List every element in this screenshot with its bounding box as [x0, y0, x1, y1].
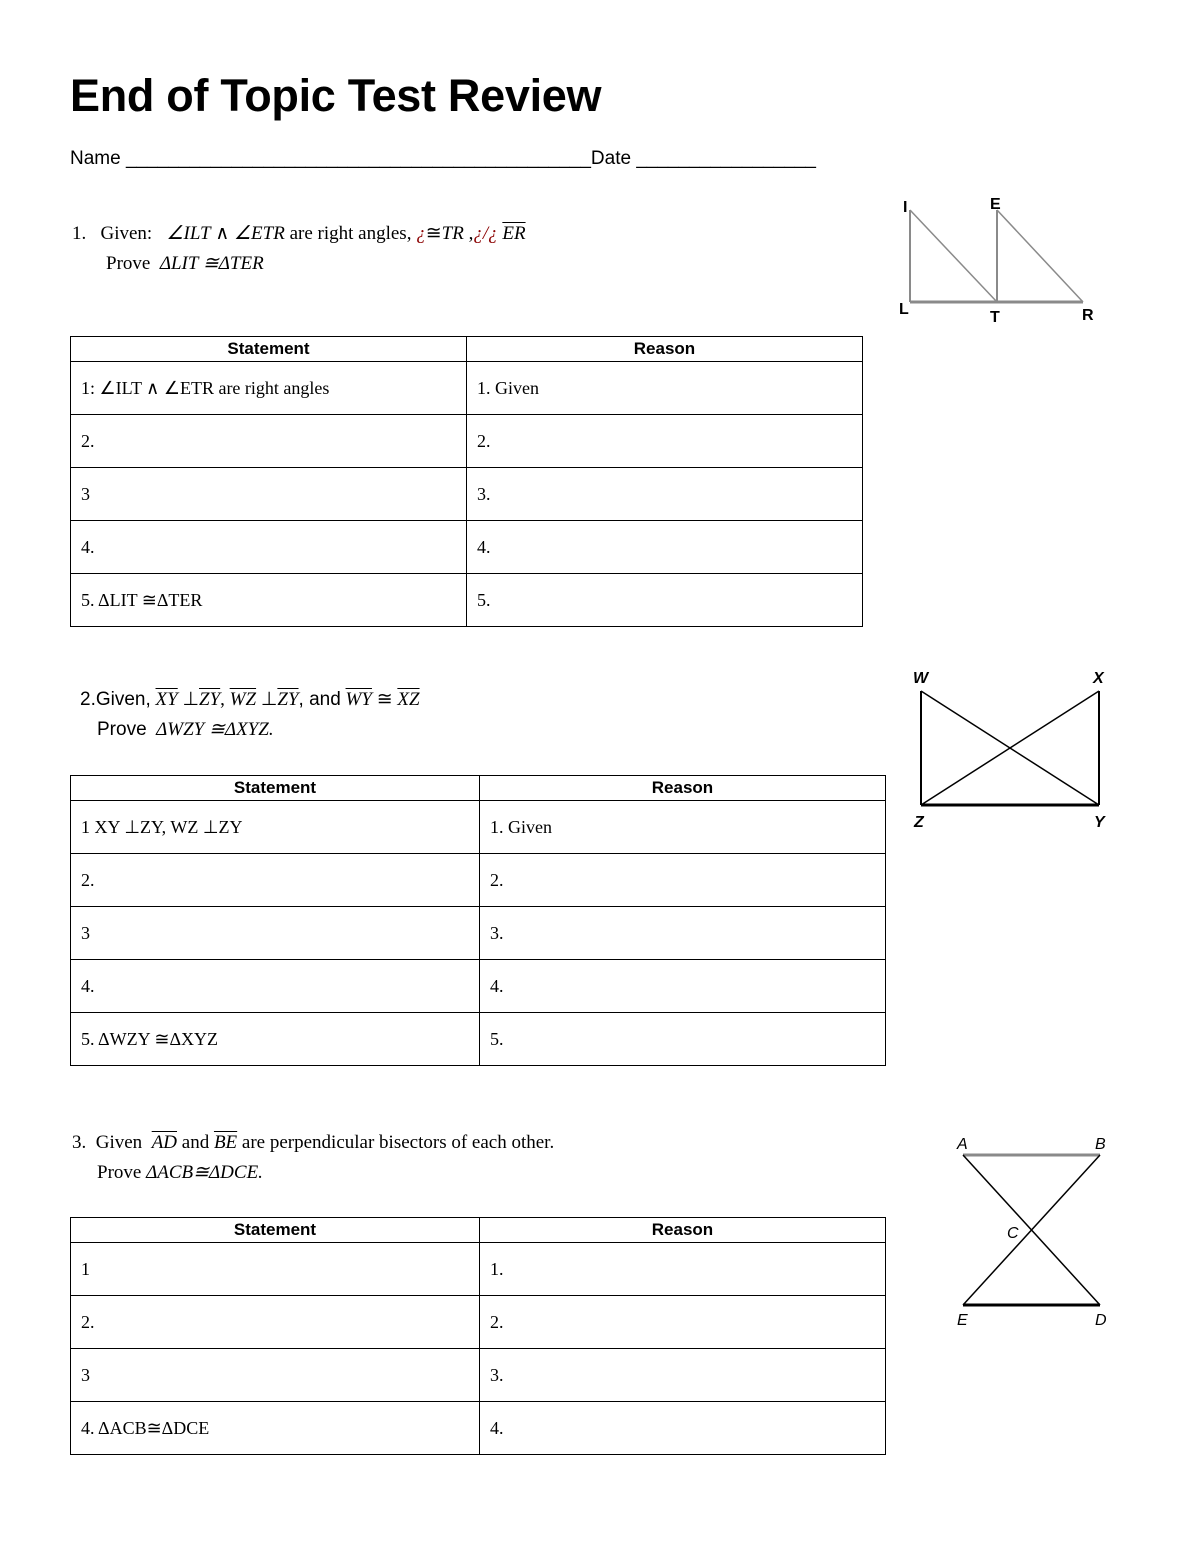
- problem1-number: 1.: [72, 223, 87, 244]
- problem3-number: 3.: [72, 1132, 87, 1153]
- label-l: L: [899, 301, 909, 318]
- problem2-given: [80, 688, 420, 711]
- problem1-seg1: ¿: [416, 223, 426, 244]
- name-blank[interactable]: ____________________________________________: [125, 148, 591, 169]
- problem3-given-rest: are perpendicular bisectors of each other.: [241, 1132, 555, 1153]
- table-row: [71, 854, 886, 907]
- segment-it: [910, 210, 997, 302]
- statement-cell[interactable]: 1 XY ⊥ZY, WZ ⊥ZY: [71, 801, 480, 854]
- label-r: R: [1082, 307, 1094, 324]
- table-row: [71, 1296, 886, 1349]
- problem1-prove-label: Prove: [106, 253, 151, 274]
- label-a: A: [957, 1136, 968, 1153]
- problem2-seg-xz: $\overline{XZ}$: [397, 689, 420, 710]
- problem2-seg-xy: $\overline{XY}$: [155, 689, 178, 710]
- reason-cell[interactable]: 2.: [480, 854, 886, 907]
- label-c: C: [1007, 1225, 1019, 1242]
- problem2-figure: [905, 665, 1115, 835]
- problem1-prove-stmt: ΔLIT ≅ΔTER: [159, 253, 264, 274]
- label-e: E: [957, 1312, 968, 1329]
- problem2-prove-stmt: ΔWZY ≅ΔXYZ.: [156, 719, 274, 740]
- segment-er: [997, 210, 1083, 302]
- statement-header: Statement: [71, 1218, 480, 1243]
- reason-cell[interactable]: 4.: [467, 521, 863, 574]
- problem1-angle2: ∠ETR: [234, 223, 285, 244]
- problem3-seg-be: $\overline{BE}$: [213, 1132, 238, 1153]
- table-row: [71, 1349, 886, 1402]
- problem2-cong: ≅: [376, 689, 393, 710]
- table-row: [71, 907, 886, 960]
- table-row: [71, 521, 863, 574]
- problem1-figure: [890, 190, 1110, 330]
- label-w: W: [913, 670, 929, 687]
- reason-cell[interactable]: 4.: [480, 960, 886, 1013]
- problem3-seg-ad: $\overline{AD}$: [151, 1132, 178, 1153]
- table-row: [71, 1243, 886, 1296]
- table-row: [71, 1013, 886, 1066]
- label-z: Z: [914, 814, 924, 831]
- date-blank[interactable]: _________________: [636, 148, 816, 169]
- problem2-seg-wy: $\overline{WY}$: [345, 689, 372, 710]
- table-row: [71, 960, 886, 1013]
- reason-cell[interactable]: 4.: [480, 1402, 886, 1455]
- problem2-perp1: ⊥: [182, 689, 200, 710]
- page-title: End of Topic Test Review: [70, 70, 602, 121]
- label-i: I: [903, 199, 908, 216]
- statement-cell[interactable]: 1: ∠ILT ∧ ∠ETR are right angles: [71, 362, 467, 415]
- problem3-prove: [97, 1161, 263, 1184]
- statement-cell[interactable]: 5. ΔWZY ≅ΔXYZ: [71, 1013, 480, 1066]
- problem3-prove-label: Prove: [97, 1162, 142, 1183]
- reason-cell[interactable]: 2.: [480, 1296, 886, 1349]
- reason-cell[interactable]: 1. Given: [467, 362, 863, 415]
- problem2-comma: ,: [220, 689, 225, 710]
- reason-cell[interactable]: 5.: [480, 1013, 886, 1066]
- table-row: [71, 1402, 886, 1455]
- name-label: Name: [70, 148, 121, 169]
- problem3-prove-stmt: ΔACB≅ΔDCE.: [146, 1162, 263, 1183]
- reason-header: Reason: [480, 1218, 886, 1243]
- statement-cell[interactable]: 4.: [71, 521, 467, 574]
- problem3-and: and: [181, 1132, 210, 1153]
- problem1-seg3: $\overline{ER}$: [502, 223, 526, 244]
- problem3-figure: [945, 1130, 1120, 1330]
- problem1-par: ¿/¿: [473, 223, 498, 244]
- problem2-prove: [97, 718, 274, 741]
- problem1-prove: [106, 252, 264, 275]
- label-y: Y: [1094, 814, 1105, 831]
- reason-cell[interactable]: 3.: [467, 468, 863, 521]
- reason-header: Reason: [480, 776, 886, 801]
- statement-cell[interactable]: 3: [71, 468, 467, 521]
- reason-cell[interactable]: 2.: [467, 415, 863, 468]
- statement-cell[interactable]: 4. ΔACB≅ΔDCE: [71, 1402, 480, 1455]
- reason-cell[interactable]: 3.: [480, 907, 886, 960]
- label-t: T: [990, 309, 1000, 326]
- table-row: [71, 574, 863, 627]
- table-row: [71, 362, 863, 415]
- statement-cell[interactable]: 2.: [71, 854, 480, 907]
- statement-cell[interactable]: 4.: [71, 960, 480, 1013]
- label-b: B: [1095, 1136, 1106, 1153]
- problem3-given-label: Given: [95, 1132, 143, 1153]
- problem2-proof-table: [70, 775, 886, 1066]
- problem2-seg-zy1: $\overline{ZY}$: [199, 689, 221, 710]
- problem2-seg-zy2: $\overline{ZY}$: [277, 689, 299, 710]
- label-e: E: [990, 196, 1001, 213]
- problem1-and: ∧: [215, 223, 230, 244]
- problem2-given-label: 2.Given,: [80, 689, 151, 710]
- reason-header: Reason: [467, 337, 863, 362]
- table-row: [71, 468, 863, 521]
- statement-header: Statement: [71, 776, 480, 801]
- reason-cell[interactable]: 5.: [467, 574, 863, 627]
- statement-cell[interactable]: 3: [71, 1349, 480, 1402]
- problem1-cong: ≅: [425, 223, 442, 244]
- problem3-given: [72, 1132, 554, 1154]
- problem1-seg2: TR: [441, 223, 464, 244]
- reason-cell[interactable]: 1.: [480, 1243, 886, 1296]
- problem1-proof-table: [70, 336, 863, 627]
- problem1-given: [72, 222, 526, 245]
- problem2-perp2: ⊥: [260, 689, 278, 710]
- table-row: [71, 415, 863, 468]
- problem2-and: , and: [298, 689, 341, 710]
- problem1-given-label: Given:: [100, 223, 153, 244]
- problem3-proof-table: [70, 1217, 886, 1455]
- problem1-comma: ,: [468, 223, 474, 244]
- table-row: [71, 801, 886, 854]
- statement-cell[interactable]: 1: [71, 1243, 480, 1296]
- problem2-prove-label: Prove: [97, 719, 147, 740]
- statement-header: Statement: [71, 337, 467, 362]
- problem2-seg-wz: $\overline{WZ}$: [229, 689, 257, 710]
- reason-cell[interactable]: 3.: [480, 1349, 886, 1402]
- date-label: Date: [590, 148, 632, 169]
- label-d: D: [1095, 1312, 1107, 1329]
- statement-cell[interactable]: 3: [71, 907, 480, 960]
- statement-cell[interactable]: 5. ΔLIT ≅ΔTER: [71, 574, 467, 627]
- problem1-right-text: are right angles,: [289, 223, 412, 244]
- statement-cell[interactable]: 2.: [71, 415, 467, 468]
- problem1-angle1: ∠ILT: [166, 223, 211, 244]
- reason-cell[interactable]: 1. Given: [480, 801, 886, 854]
- statement-cell[interactable]: 2.: [71, 1296, 480, 1349]
- name-date-line: [70, 148, 816, 170]
- label-x: X: [1093, 670, 1104, 687]
